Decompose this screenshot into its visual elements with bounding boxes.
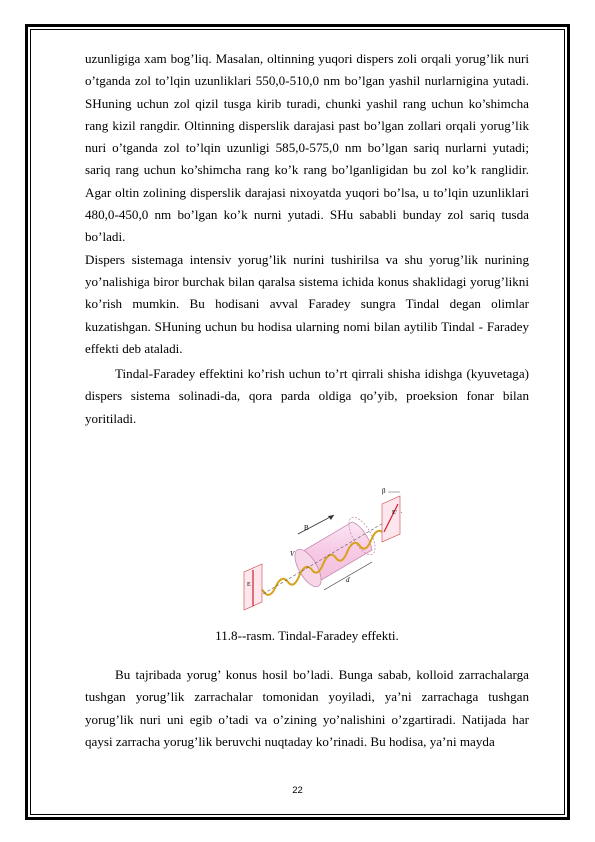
body-text-top (85, 48, 529, 430)
page-number: 22 (292, 785, 303, 796)
paragraph-light-scattering: Bu tajribada yorug’ konus hosil bo’ladi. Bunga sabab, kolloid zarrachalarga tushgan yorug’lik zarrachalar tomonidan yoyiladi, ya’ni zarrachaga tushgan yorug’lik nuri uni egib o’tadi va o’zining yo’nalishini o’zgartiradi. Natijada har qaysi zarracha yorug’lik beruvchi nuqtaday ko’rinadi. Bu hodisa, ya’ni mayda (85, 667, 529, 749)
label-v: V (290, 550, 295, 558)
paragraph-tyndall-setup: Tindal-Faradey effektini ko’rish uchun to’rt qirrali shisha idishga (kyuvetaga) dispers sistema solinadi-da, qora parda oldiga qo’yib, proeksion fonar bilan yoritiladi. (85, 366, 529, 426)
paragraph-gold-sol-colors: uzunligiga xam bog’liq. Masalan, oltinning yuqori dispers zoli orqali yorug’lik nuri o’tganda zol to’lqin uzunliklari 550,0-510,0 nm bo’lgan yashil nurlarnigina yutadi. SHuning uchun zol qizil tusga kirib turadi, chunki yashil rang uchun ko’shimcha rang kizil rangdir. Oltinning disperslik darajasi past bo’lgan zollari orqali yorug’lik nuri o’tganda zol to’lqin uzunligi 585,0-575,0 nm bo’lgan sariq nurlarni yutadi; sariq rang uchun ko’shimcha rang ko’k rang bo’lganligidan bu zol ko’k ranglidir. Agar oltin zolining disperslik darajasi nixoyatda yuqori bo’lsa, u to’lqin uzunliklari 480,0-450,0 nm bo’lgan ko’k nurni yutadi. SHu sababli bunday zol sariq tusda bo’ladi. (85, 51, 529, 245)
figure-caption: 11.8--rasm. Tindal-Faradey effekti. (215, 628, 399, 643)
label-beta: β (382, 487, 386, 495)
label-b: B (304, 524, 309, 532)
svg-text:E: E (247, 582, 251, 588)
propagation-axis (246, 512, 402, 604)
output-polarizer (382, 496, 400, 542)
label-d: d (346, 576, 350, 584)
input-polarizer (244, 564, 262, 610)
tyndall-faraday-figure (232, 484, 410, 612)
paragraph-tyndall-cone: Dispers sistemaga intensiv yorug’lik nurini tushirilsa va shu yorug’lik nurining yo’nalishiga biror burchak bilan qaralsa sistema ichida konus shaklidagi yorug’likni ko’rish mumkin. Bu hodisani avval Faradey sungra Tindal degan olimlar kuzatishgan. SHuning uchun bu hodisa ularning nomi bilan aytilib Tindal - Faradey effekti deb ataladi. (85, 251, 529, 356)
svg-text:E': E' (392, 510, 397, 516)
body-text-bottom (85, 664, 529, 753)
light-wave (252, 528, 394, 596)
